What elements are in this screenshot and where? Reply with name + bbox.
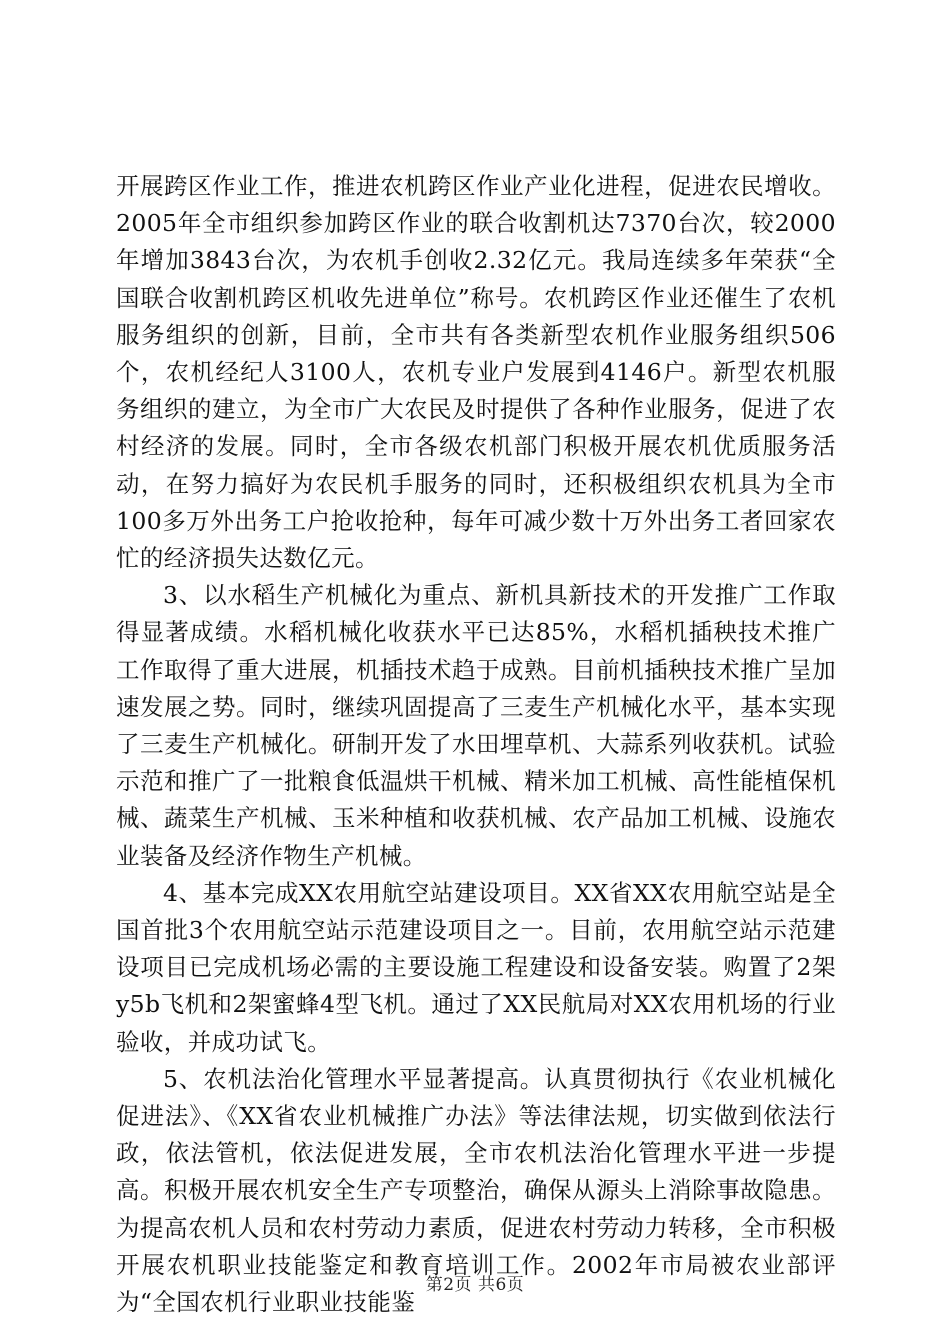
- paragraph-3: 4、基本完成XX农用航空站建设项目。XX省XX农用航空站是全国首批3个农用航空站示范建设项目之一。目前，农用航空站示范建设项目已完成机场必需的主要设施工程建设和设备安装。购置了2架y5b飞机和2架蜜蜂4型飞机。通过了XX民航局对XX农用机场的行业验收，并成功试飞。: [116, 878, 836, 1056]
- paragraph-2: 3、以水稻生产机械化为重点、新机具新技术的开发推广工作取得显著成绩。水稻机械化收获水平已达85%，水稻机插秧技术推广工作取得了重大进展，机插技术趋于成熟。目前机插秧技术推广呈加速发展之势。同时，继续巩固提高了三麦生产机械化水平，基本实现了三麦生产机械化。研制开发了水田埋草机、大蒜系列收获机。试验示范和推广了一批粮食低温烘干机械、精米加工机械、高性能植保机械、蔬菜生产机械、玉米种植和收获机械、农产品加工机械、设施农业装备及经济作物生产机械。: [116, 581, 836, 870]
- paragraph-1: 开展跨区作业工作，推进农机跨区作业产业化进程，促进农民增收。2005年全市组织参加跨区作业的联合收割机达7370台次，较2000年增加3843台次，为农机手创收2.32亿元。我局连续多年荣获“全国联合收割机跨区机收先进单位”称号。农机跨区作业还催生了农机服务组织的创新，目前，全市共有各类新型农机作业服务组织506个，农机经纪人3100人，农机专业户发展到4146户。新型农机服务组织的建立，为全市广大农民及时提供了各种作业服务，促进了农村经济的发展。同时，全市各级农机部门积极开展农机优质服务活动，在努力搞好为农民机手服务的同时，还积极组织农机具为全市100多万外出务工户抢收抢种，每年可减少数十万外出务工者回家农忙的经济损失达数亿元。: [116, 172, 836, 573]
- paragraph-4: 5、农机法治化管理水平显著提高。认真贯彻执行《农业机械化促进法》、《XX省农业机械推广办法》等法律法规，切实做到依法行政，依法管机，依法促进发展，全市农机法治化管理水平进一步提高。积极开展农机安全生产专项整治，确保从源头上消除事故隐患。为提高农机人员和农村劳动力素质，促进农村劳动力转移，全市积极开展农机职业技能鉴定和教育培训工作。2002年市局被农业部评为“全国农机行业职业技能鉴: [116, 1064, 836, 1317]
- page-number-footer: 第2页 共6页: [425, 1275, 525, 1295]
- document-body: [116, 168, 836, 1321]
